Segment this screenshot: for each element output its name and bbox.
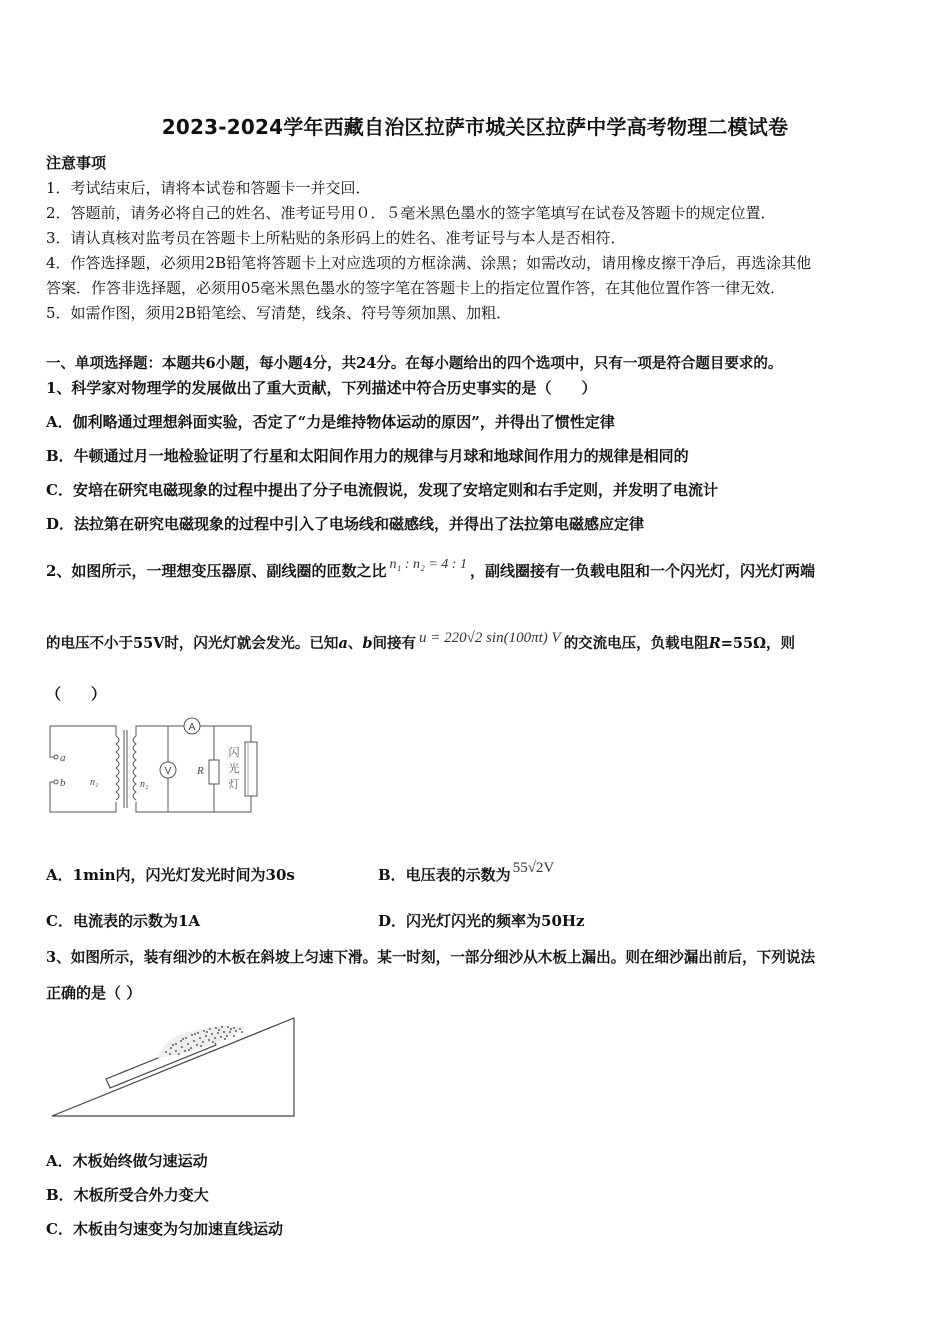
question-2-answer-bracket: （ ）	[46, 685, 107, 703]
notice-item: 5．如需作图，须用2B铅笔绘、写清楚，线条、符号等须加黑、加粗．	[46, 304, 512, 322]
question-3-stem-line2: 正确的是（ ）	[46, 984, 142, 1002]
resistor-label: R	[197, 765, 204, 777]
question-3-option-c: C．木板由匀速变为匀加速直线运动	[46, 1220, 283, 1238]
question-1-option-c: C．安培在研究电磁现象的过程中提出了分子电流假说，发现了安培定则和右手定则，并发明了电流计	[46, 481, 718, 499]
notice-item: 2．答题前，请务必将自己的姓名、准考证号用０．５毫米黑色墨水的签字笔填写在试卷及答题卡的规定位置．	[46, 204, 776, 222]
lamp-label-3: 灯	[228, 778, 240, 791]
question-3-stem-line1: 3、如图所示，装有细沙的木板在斜坡上匀速下滑。某一时刻，一部分细沙从木板上漏出。则在细沙漏出前后，下列说法	[46, 949, 816, 966]
turns-ratio: n₁ : n₂ = 4 : 1	[389, 557, 467, 572]
section-header: 一、单项选择题：本题共6小题，每小题4分，共24分。在每小题给出的四个选项中，只有一项是符合题目要求的。	[46, 355, 783, 372]
question-2-option-d: D．闪光灯闪光的频率为50Hz	[378, 912, 585, 930]
question-1-option-a: A．伽利略通过理想斜面实验，否定了“力是维持物体运动的原因”，并得出了惯性定律	[46, 413, 615, 431]
question-2-stem-part2: ，副线圈接有一负载电阻和一个闪光灯，闪光灯两端	[469, 562, 815, 580]
notice-item: 答案．作答非选择题，必须用05毫米黑色墨水的签字笔在答题卡上的指定位置作答，在其他位置作答一律无效．	[46, 279, 786, 297]
question-3-option-b: B．木板所受合外力变大	[46, 1186, 209, 1204]
transformer-circuit-diagram	[46, 716, 266, 820]
question-1-stem: 1、科学家对物理学的发展做出了重大贡献，下列描述中符合历史事实的是（ ）	[46, 379, 597, 397]
question-2-option-b: B．电压表的示数为 55√2V	[378, 860, 555, 884]
question-2-stem-part1: 2、如图所示，一理想变压器原、副线圈的匝数之比	[46, 562, 387, 580]
secondary-turns-label: n₂	[140, 779, 149, 790]
voltmeter-reading: 55√2V	[512, 860, 555, 876]
page-title: 2023-2024学年西藏自治区拉萨市城关区拉萨中学高考物理二模试卷	[161, 115, 789, 139]
question-2-stem-line1	[46, 557, 815, 581]
notice-heading: 注意事项	[46, 154, 107, 172]
question-2-option-c: C．电流表的示数为1A	[46, 912, 201, 930]
primary-turns-label: n₁	[90, 777, 99, 788]
question-2-stem-line2: 的电压不小于55V时，闪光灯就会发光。已知a、b间接有 u = 220√2 sin(100πt) V 的交流电压，负载电阻R=55Ω，则	[46, 630, 795, 652]
incline-diagram	[46, 1012, 300, 1120]
ammeter-icon: A	[188, 722, 196, 733]
notice-item: 4．作答选择题，必须用2B铅笔将答题卡上对应选项的方框涂满、涂黑；如需改动，请用橡皮擦干净后，再选涂其他	[46, 254, 812, 272]
voltmeter-icon: V	[164, 766, 172, 777]
voltage-formula: u = 220√2 sin(100πt) V	[418, 630, 561, 646]
terminal-b-label: b	[60, 777, 66, 789]
lamp-label-1: 闪	[228, 746, 240, 759]
notice-item: 1．考试结束后，请将本试卷和答题卡一并交回．	[46, 179, 371, 197]
terminal-a-label: a	[60, 752, 66, 764]
question-2-option-a: A．1min内，闪光灯发光时间为30s	[46, 866, 295, 884]
question-1-option-d: D．法拉第在研究电磁现象的过程中引入了电场线和磁感线，并得出了法拉第电磁感应定律	[46, 515, 645, 533]
lamp-label-2: 光	[228, 762, 240, 775]
question-3-option-a: A．木板始终做匀速运动	[46, 1152, 208, 1170]
question-1-option-b: B．牛顿通过月一地检验证明了行星和太阳间作用力的规律与月球和地球间作用力的规律是相同的	[46, 447, 689, 465]
notice-item: 3．请认真核对监考员在答题卡上所粘贴的条形码上的姓名、准考证号与本人是否相符．	[46, 229, 626, 247]
